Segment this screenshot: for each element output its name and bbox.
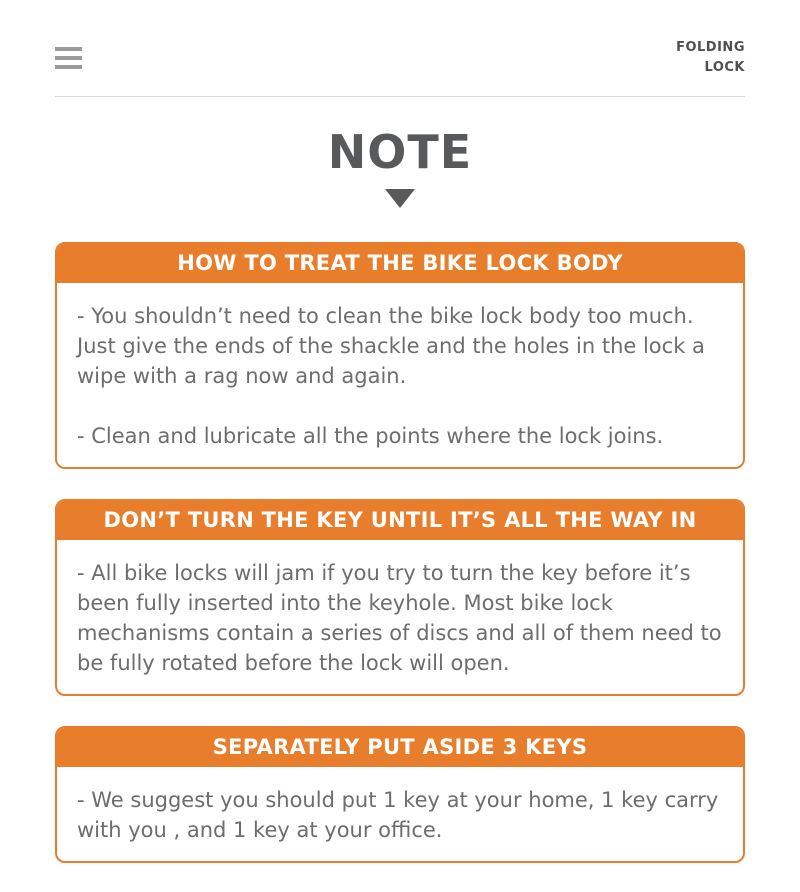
menu-bar xyxy=(55,56,82,60)
section-body xyxy=(57,283,743,467)
section-paragraph: - You shouldn’t need to clean the bike lock body too much. Just give the ends of the shackle and the holes in the lock a wipe with a rag now and again. xyxy=(77,304,705,388)
section-title: DON’T TURN THE KEY UNTIL IT’S ALL THE WAY IN xyxy=(57,501,743,540)
down-arrow-icon xyxy=(385,189,415,208)
section-title: HOW TO TREAT THE BIKE LOCK BODY xyxy=(57,244,743,283)
section-card-spare-keys xyxy=(55,726,745,863)
note-title: NOTE xyxy=(327,125,473,179)
menu-bar xyxy=(55,47,82,51)
section-card-lock-body xyxy=(55,242,745,469)
brand-text xyxy=(676,38,745,78)
section-paragraph: - All bike locks will jam if you try to turn the key before it’s been fully inserted into the keyhole. Most bike lock mechanisms contain a series of discs and all of them need to be fully rotated before the lock will open. xyxy=(77,561,722,675)
menu-bar xyxy=(55,65,82,69)
section-title: SEPARATELY PUT ASIDE 3 KEYS xyxy=(57,728,743,767)
section-paragraph: - We suggest you should put 1 key at your home, 1 key carry with you , and 1 key at your office. xyxy=(77,788,719,842)
brand-line-2: LOCK xyxy=(704,60,745,75)
section-paragraph: - Clean and lubricate all the points where the lock joins. xyxy=(77,424,664,448)
section-body xyxy=(57,540,743,694)
top-bar xyxy=(0,0,800,96)
section-card-key-turn xyxy=(55,499,745,696)
section-body xyxy=(57,767,743,861)
header-divider xyxy=(55,96,745,97)
menu-icon[interactable] xyxy=(55,45,82,71)
brand-line-1: FOLDING xyxy=(676,40,745,55)
